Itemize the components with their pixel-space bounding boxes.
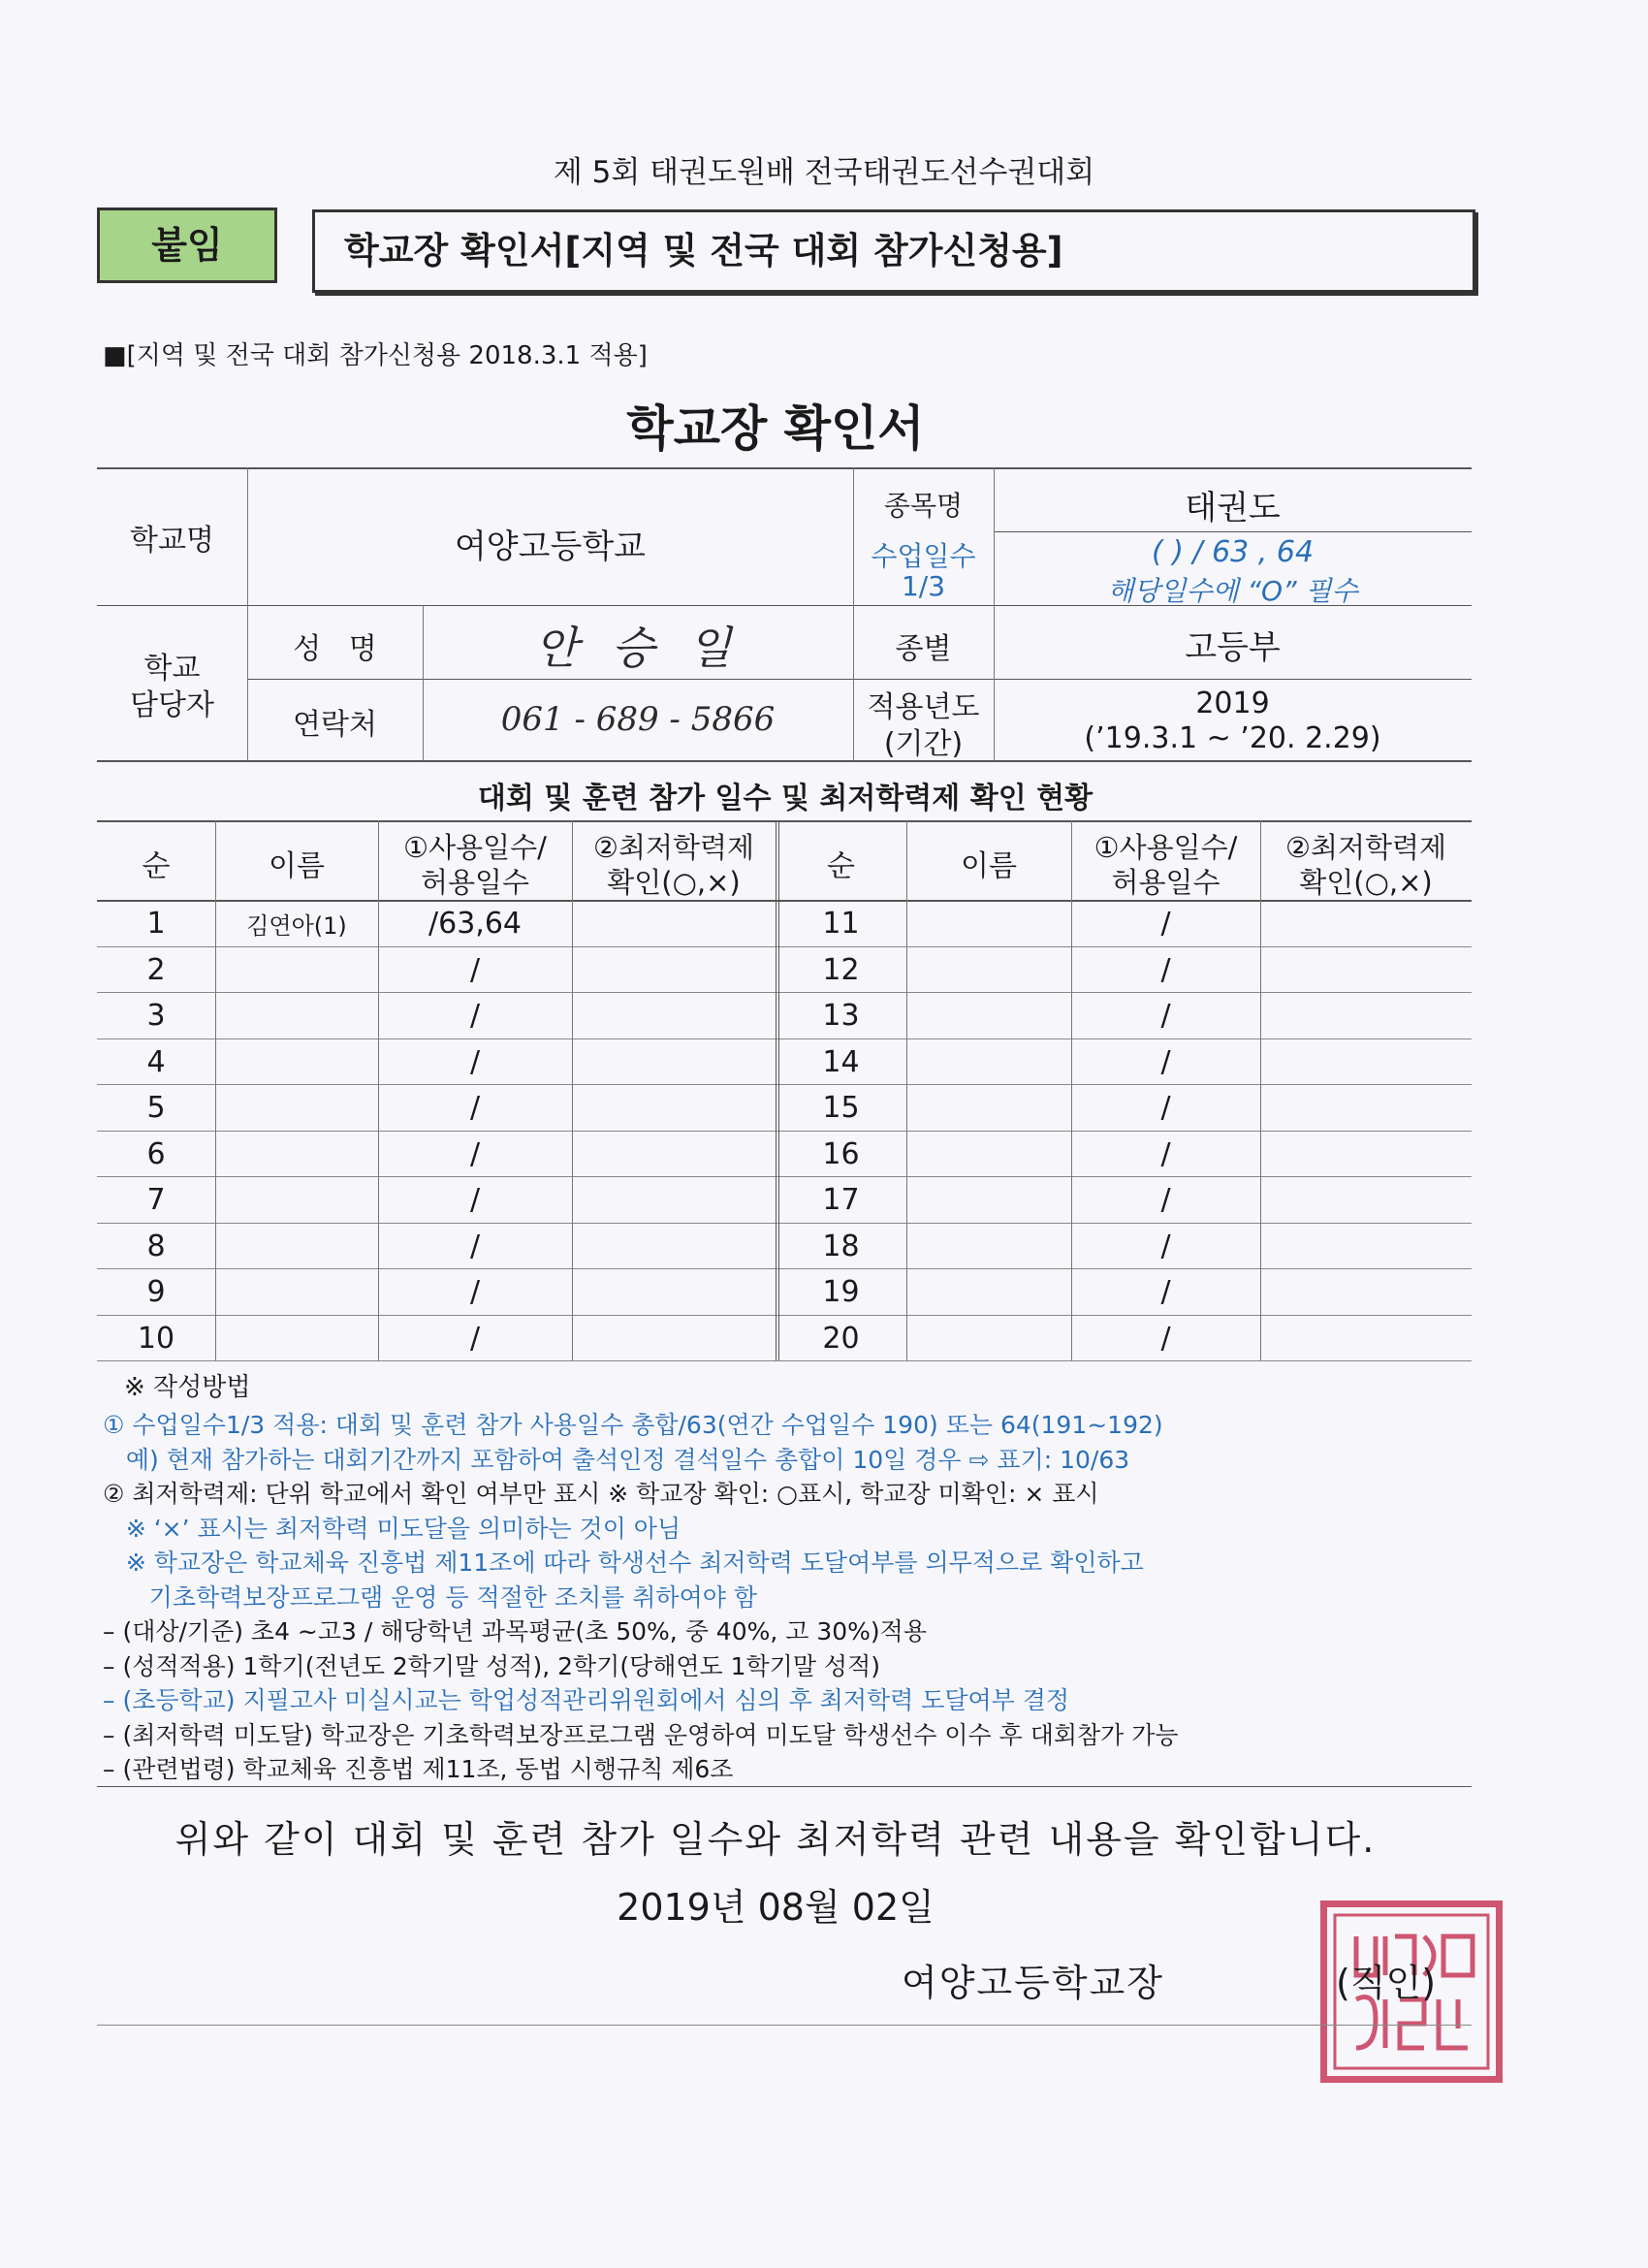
header-check-line1: ②최저학력제 [1284,831,1447,864]
table-row-line [97,1268,1472,1269]
table-row-line [97,1176,1472,1177]
table-vline [215,820,216,1360]
table-cell-days[interactable]: / [1160,999,1171,1033]
table-cell-no: 15 [822,1091,860,1125]
table-cell-no: 6 [146,1136,166,1171]
table-cell-no: 1 [146,907,166,941]
header-check-line2: 확인(○,×) [607,866,741,899]
document-title: 학교장 확인서 [626,400,925,457]
header-title-box [312,209,1475,293]
table-cell-no: 17 [822,1183,860,1217]
header-name: 이름 [269,849,325,883]
table-cell-no: 5 [146,1091,166,1125]
confirm-text: 위와 같이 대회 및 훈련 참가 일수와 최저학력 관련 내용을 확인합니다. [174,1818,1377,1861]
days-label-1: 수업일수 [871,540,976,572]
table-title: 대회 및 훈련 참가 일수 및 최저학력제 확인 현황 [477,782,1093,815]
table-cell-no: 14 [822,1044,860,1079]
table-cell-days[interactable]: / [469,1229,481,1263]
table-cell-no: 20 [822,1321,860,1356]
note-line: – (관련법령) 학교체육 진흥법 제11조, 동법 시행규칙 제6조 [103,1755,734,1783]
table-cell-no: 7 [146,1183,166,1217]
sport-label: 종목명 [883,490,964,522]
table-cell-no: 18 [822,1229,860,1263]
table-cell-days[interactable]: / [469,1136,481,1171]
notes-bottom-line [97,1786,1472,1787]
table-cell-days[interactable]: / [469,1091,481,1125]
table-cell-days[interactable]: / [1160,1321,1171,1356]
category-value: 고등부 [1185,628,1281,667]
table-cell-days[interactable]: / [1160,1183,1171,1217]
method-title: ※ 작성방법 [124,1373,251,1402]
table-row-line [97,1360,1472,1361]
signer-name: 여양고등학교장 [902,1962,1164,2004]
table-row-line [97,992,1472,993]
table-row-line [97,1038,1472,1039]
info-line [247,679,1472,680]
table-cell-days[interactable]: / [1160,907,1171,941]
header-check-line2: 확인(○,×) [1299,866,1433,899]
info-line [994,531,1472,532]
table-cell-no: 9 [146,1275,166,1309]
contact-group-label-2: 담당자 [130,688,214,722]
name-value: 안 승 일 [534,622,742,674]
note-line: – (최저학력 미도달) 학교장은 기초학력보장프로그램 운영하여 미도달 학생선수 이수 후 대회참가 가능 [103,1720,1179,1749]
table-cell-no: 16 [822,1136,860,1171]
days-value-1: ( ) / 63 , 64 [1151,535,1315,569]
table-row-line [97,1131,1472,1132]
issue-date: 2019년 08월 02일 [617,1886,935,1929]
note-line: ※ 학교장은 학교체육 진흥법 제11조에 따라 학생선수 최저학력 도달여부를 의무적으로 확인하고 [103,1549,1144,1577]
table-vline [572,820,573,1360]
days-value-2: 해당일수에 “O” 필수 [1107,575,1358,607]
note-line: 예) 현재 참가하는 대회기간까지 포함하여 출석인정 결석일수 총합이 10일 경우 ⇨ 표기: 10/63 [103,1445,1130,1474]
table-row-line [97,1223,1472,1224]
table-cell-days[interactable]: / [469,952,481,987]
note-line: ① 수업일수1/3 적용: 대회 및 훈련 참가 사용일수 총합/63(연간 수업일수 190) 또는 64(191~192) [103,1411,1163,1439]
year-value-1: 2019 [1195,687,1270,720]
table-cell-no: 4 [146,1044,166,1079]
header-days-line1: ①사용일수/ [403,831,547,864]
info-bottom-line [97,760,1472,762]
year-label-1: 적용년도 [867,690,980,724]
phone-value: 061 - 689 - 5866 [500,700,776,739]
attach-label: 붙임 [151,224,223,267]
table-vline [1260,820,1261,1360]
name-label: 성 명 [293,632,377,666]
header-name: 이름 [961,849,1017,883]
table-cell-no: 13 [822,999,860,1033]
note-line: – (성적적용) 1학기(전년도 2학기말 성적), 2학기(당해연도 1학기말 성적) [103,1651,880,1680]
table-cell-no: 10 [137,1321,175,1356]
table-row-line [97,1084,1472,1085]
school-label: 학교명 [130,524,214,558]
info-top-line [97,467,1472,469]
days-label-2: 1/3 [901,570,946,602]
header-check-line1: ②최저학력제 [592,831,755,864]
table-row-line [97,946,1472,947]
table-cell-days[interactable]: / [469,1321,481,1356]
table-vline [906,820,907,1360]
table-cell-days[interactable]: / [1160,952,1171,987]
table-cell-days[interactable]: / [1160,1275,1171,1309]
year-value-2: (’19.3.1 ~ ’20. 2.29) [1084,721,1381,755]
school-value: 여양고등학교 [454,527,647,566]
category-label: 종별 [895,632,952,666]
header-days-line2: 허용일수 [420,866,530,899]
table-cell-days[interactable]: / [469,1044,481,1079]
table-cell-no: 11 [822,907,860,941]
table-cell-days[interactable]: / [1160,1136,1171,1171]
note-line: 기초학력보장프로그램 운영 등 적절한 조치를 취하여야 함 [103,1582,757,1612]
footer-line [97,2025,1472,2026]
table-cell-no: 8 [146,1229,166,1263]
sport-value: 태권도 [1185,489,1281,527]
note-line: – (대상/기준) 초4 ~고3 / 해당학년 과목평균(초 50%, 중 40%, 고 30%)적용 [103,1617,927,1645]
table-cell-days[interactable]: / [1160,1229,1171,1263]
table-cell-days[interactable]: / [1160,1091,1171,1125]
notice-text: ■[지역 및 전국 대회 참가신청용 2018.3.1 적용] [103,341,648,370]
table-cell-days[interactable]: / [469,999,481,1033]
table-cell-days[interactable]: / [469,1183,481,1217]
event-title: 제 5회 태권도원배 전국태권도선수권대회 [553,155,1095,190]
header-days-line2: 허용일수 [1111,866,1220,899]
table-cell-name[interactable]: 김연아(1) [246,912,347,940]
contact-group-label-1: 학교 [143,652,201,686]
note-line: – (초등학교) 지필고사 미실시교는 학업성적관리위원회에서 심의 후 최저학력 도달여부 결정 [103,1686,1070,1714]
table-row-line [97,1315,1472,1316]
table-cell-days[interactable]: / [469,1275,481,1309]
table-cell-no: 19 [822,1275,860,1309]
header-no: 순 [142,849,171,883]
note-line: ② 최저학력제: 단위 학교에서 확인 여부만 표시 ※ 학교장 확인: ○표시, 학교장 미확인: × 표시 [103,1480,1099,1508]
phone-label: 연락처 [293,708,377,742]
note-line: ※ ‘×’ 표시는 최저학력 미도달을 의미하는 것이 아님 [103,1514,681,1543]
attach-badge [97,208,277,283]
header-no: 순 [827,849,855,883]
year-label-2: (기간) [883,727,964,761]
header-days-line1: ①사용일수/ [1093,831,1238,864]
table-cell-days[interactable]: /63,64 [428,907,522,941]
table-cell-no: 12 [822,952,860,987]
header-title: 학교장 확인서[지역 및 전국 대회 참가신청용] [344,230,1063,272]
table-cell-no: 3 [146,999,166,1033]
seal-label: (직인) [1336,1962,1437,2004]
table-cell-no: 2 [146,952,166,987]
table-top-line [97,820,1472,822]
table-cell-days[interactable]: / [1160,1044,1171,1079]
